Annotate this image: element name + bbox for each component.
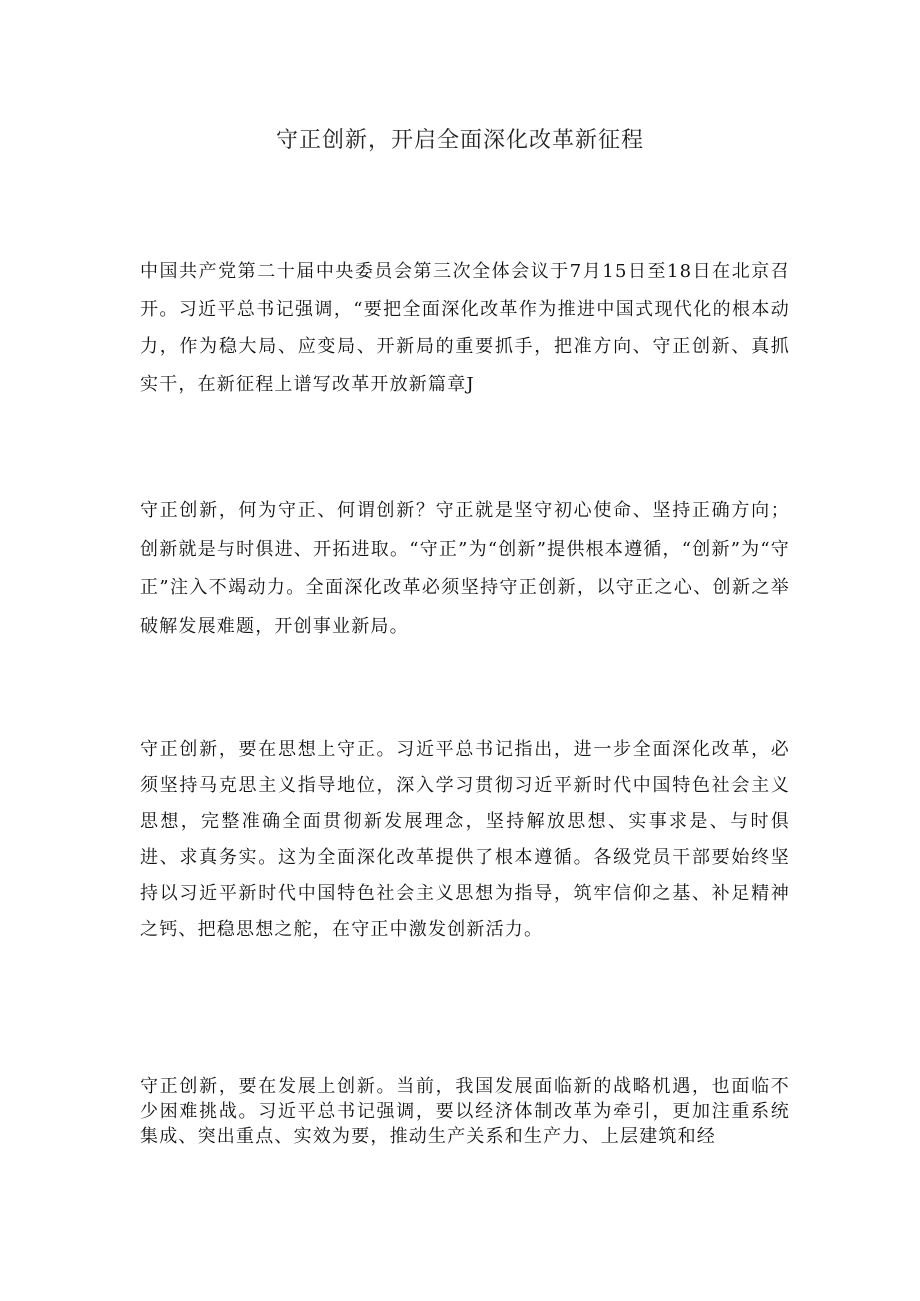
paragraph-3: 守正创新，要在思想上守正。习近平总书记指出，进一步全面深化改革，必须坚持马克思主义指导地位，深入学习贯彻习近平新时代中国特色社会主义思想，完整准确全面贯彻新发展理念，坚持解放思想、实事求是、与时俱进、求真务实。这为全面深化改革提供了根本遵循。各级党员干部要始终坚持以习近平新时代中国特色社会主义思想为指导，筑牢信仰之基、补足精神之钙、把稳思想之舵，在守正中激发创新活力。 — [140, 739, 790, 940]
paragraph-4: 守正创新，要在发展上创新。当前，我国发展面临新的战略机遇，也面临不少困难挑战。习近平总书记强调，要以经济体制改革为牵引，更加注重系统集成、突出重点、实效为要，推动生产关系和生产力、上层建筑和经 — [140, 1076, 790, 1147]
paragraph-1: 中国共产党第二十届中央委员会第三次全体会议于7月15日至18日在北京召开。习近平总书记强调，“要把全面深化改革作为推进中国式现代化的根本动力，作为稳大局、应变局、开新局的重要抓手，把准方向、守正创新、真抓实干，在新征程上谱写改革开放新篇章J — [140, 261, 790, 395]
paragraph-2: 守正创新，何为守正、何谓创新？守正就是坚守初心使命、坚持正确方向；创新就是与时俱进、开拓进取。“守正”为“创新”提供根本遵循，“创新”为“守正”注入不竭动力。全面深化改革必须坚持守正创新，以守正之心、创新之举破解发展难题，开创事业新局。 — [140, 500, 790, 637]
document-title: 守正创新，开启全面深化改革新征程 — [275, 128, 644, 153]
